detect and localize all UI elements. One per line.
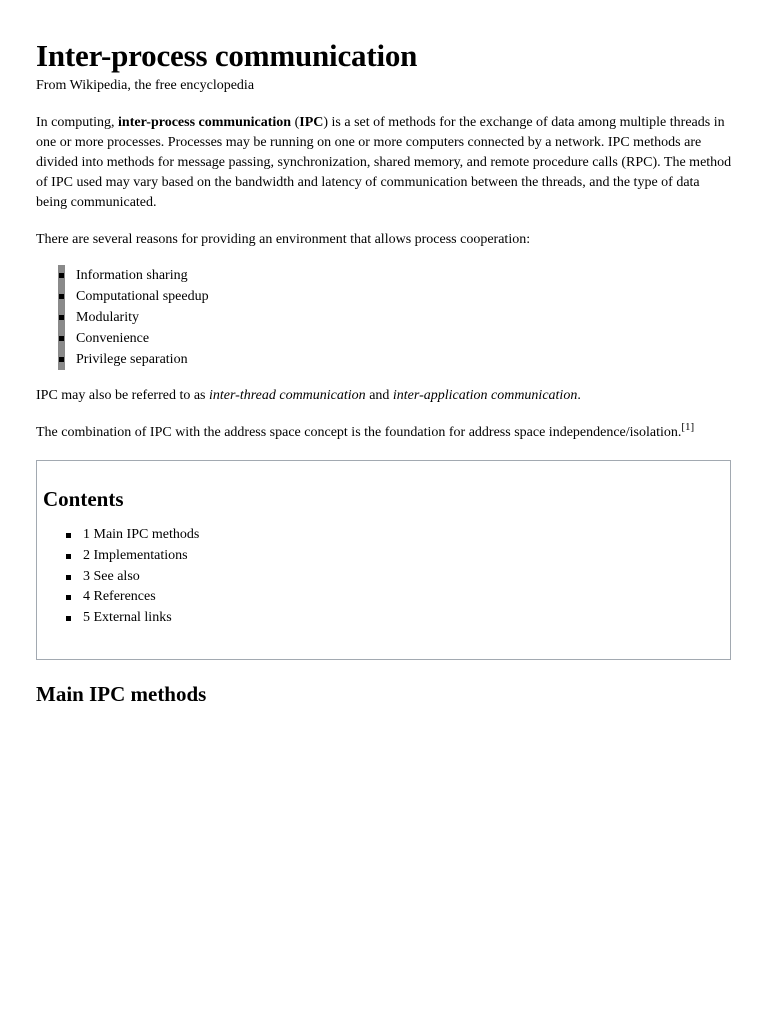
toc-item-label[interactable]: 5 External links	[83, 610, 172, 626]
section-heading-main-ipc-methods: Main IPC methods	[36, 682, 207, 706]
article-page	[36, 36, 733, 708]
bullet-marker	[66, 616, 71, 621]
toc-item-external-links[interactable]	[43, 608, 724, 629]
bullet-marker	[66, 595, 71, 600]
intro-paragraph	[36, 113, 733, 213]
aka-term-thread: inter-thread communication	[209, 388, 366, 403]
reference-link[interactable]: [1]	[681, 421, 695, 433]
bullet-marker	[58, 286, 65, 307]
list-item	[36, 265, 733, 286]
combination-paragraph	[36, 423, 733, 443]
toc-item-see-also[interactable]	[43, 567, 724, 588]
toc-item-implementations[interactable]	[43, 546, 724, 567]
reasons-intro: There are several reasons for providing an environment that allows process cooperation:	[36, 232, 531, 247]
list-item	[36, 286, 733, 307]
toc-list	[43, 525, 724, 629]
list-item-label: Convenience	[76, 331, 150, 346]
intro-lead: In computing,	[36, 115, 119, 130]
bullet-marker	[58, 265, 65, 286]
aka-paragraph	[36, 386, 733, 406]
bullet-marker	[58, 307, 65, 328]
list-item-label: Information sharing	[76, 268, 188, 283]
aka-mid: and	[365, 388, 393, 403]
toc-item-main-ipc-methods[interactable]	[43, 525, 724, 546]
reasons-list	[36, 265, 733, 370]
aka-term-application: inter-application communication	[392, 388, 578, 403]
toc-item-references[interactable]	[43, 587, 724, 608]
list-item-label: Modularity	[76, 310, 139, 325]
combination-text: The combination of IPC with the address space concept is the foundation for address space independence/isolation.	[36, 425, 682, 440]
toc-item-label[interactable]: 4 References	[83, 589, 156, 605]
list-item-label: Privilege separation	[76, 352, 188, 367]
toc-item-label[interactable]: 3 See also	[83, 568, 140, 584]
intro-abbr: IPC	[299, 115, 324, 130]
list-item	[36, 307, 733, 328]
intro-paren: (	[291, 115, 300, 130]
list-item	[36, 349, 733, 370]
bullet-marker	[58, 349, 65, 370]
toc-item-label[interactable]: 1 Main IPC methods	[83, 527, 200, 542]
toc-title: Contents	[43, 487, 124, 511]
toc-item-label[interactable]: 2 Implementations	[83, 547, 188, 563]
intro-rest: ) is a set of methods for the exchange of data among multiple threads in one or more processes. Processes may be running on one or more computers connected by a network. IPC methods are divided into methods for message passing, synchronization, shared memory, and remote procedure calls (RPC). The method of IPC used may vary based on the bandwidth and latency of communication between the threads, and the type of data being communicated.	[36, 115, 732, 210]
table-of-contents	[36, 460, 731, 660]
site-tagline: From Wikipedia, the free encyclopedia	[36, 78, 255, 93]
page-title: Inter-process communication	[36, 38, 418, 73]
aka-end: .	[577, 388, 581, 403]
list-item	[36, 328, 733, 349]
bullet-marker	[66, 554, 71, 559]
bullet-marker	[58, 328, 65, 349]
aka-lead: IPC may also be referred to as	[36, 388, 209, 403]
bullet-marker	[66, 533, 71, 538]
intro-term: inter-process communication	[118, 115, 292, 130]
list-item-label: Computational speedup	[76, 289, 209, 304]
bullet-marker	[66, 575, 71, 580]
